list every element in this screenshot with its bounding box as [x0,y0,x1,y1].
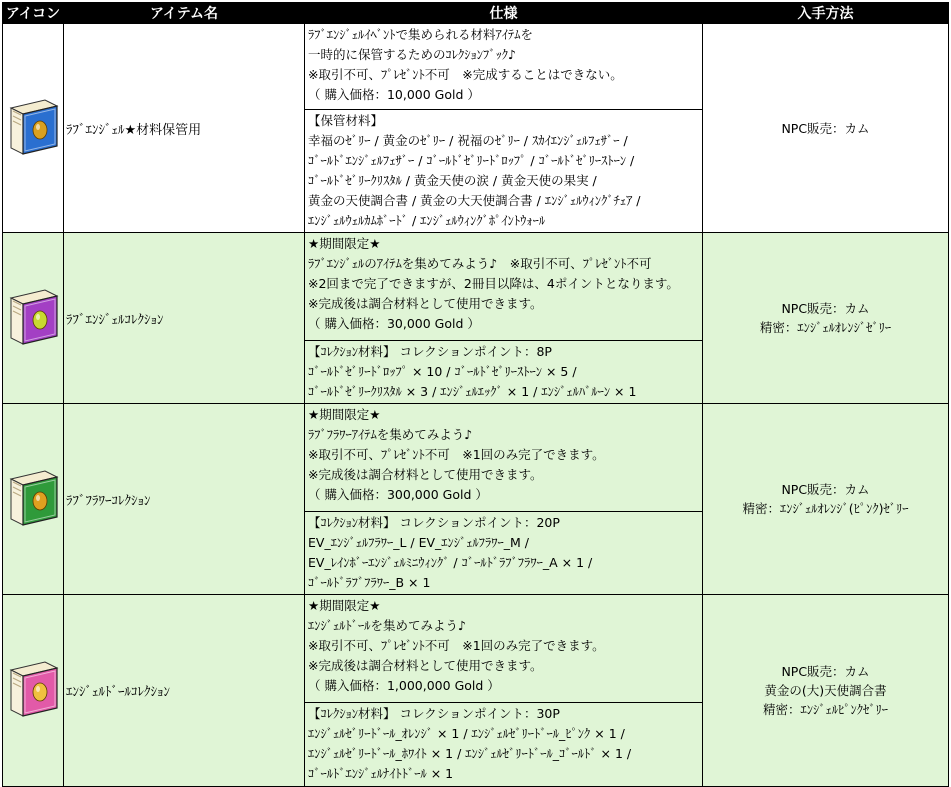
acquire-method-line: 精密：ｴﾝｼﾞｪﾙｵﾚﾝｼﾞ(ﾋﾟﾝｸ)ｾﾞﾘｰ [742,501,909,516]
acquire-method-cell [703,233,949,404]
material-line: 【ｺﾚｸｼｮﾝ材料】 コレクションポイント：8P [308,344,552,359]
acquire-method-line: 精密：ｴﾝｼﾞｪﾙﾋﾟﾝｸｾﾞﾘｰ [762,702,888,717]
material-line: ｺﾞｰﾙﾄﾞｴﾝｼﾞｪﾙﾅｲﾄﾄﾞｰﾙ × 1 [308,766,454,781]
spec-materials [305,511,702,594]
material-line: 黄金の天使調合書 / 黄金の大天使調合書 / ｴﾝｼﾞｪﾙｳｨﾝｸﾞﾁｪｱ / [308,193,641,208]
spec-line: ★期間限定★ [308,407,381,422]
item-spec-cell [305,595,703,787]
spec-line: ※完成後は調合材料として使用できます。 [308,658,543,673]
item-name: ｴﾝｼﾞｪﾙﾄﾞｰﾙｺﾚｸｼｮﾝ [64,595,305,787]
spec-line: ★期間限定★ [308,236,381,251]
item-name: ﾗﾌﾞﾌﾗﾜｰｺﾚｸｼｮﾝ [64,404,305,595]
item-table [2,2,949,787]
table-row [3,24,949,233]
header-item-name: アイテム名 [64,3,305,24]
table-header-row [3,3,949,24]
spec-line: ﾗﾌﾞﾌﾗﾜｰｱｲﾃﾑを集めてみよう♪ [308,427,473,442]
spec-line: ※完成後は調合材料として使用できます。 [308,296,543,311]
spec-materials [305,109,702,232]
spec-line: 一時的に保管するためのｺﾚｸｼｮﾝﾌﾞｯｸ♪ [308,47,516,62]
item-name: ﾗﾌﾞｴﾝｼﾞｪﾙｺﾚｸｼｮﾝ [64,233,305,404]
acquire-method-line: 精密：ｴﾝｼﾞｪﾙｵﾚﾝｼﾞｾﾞﾘｰ [759,320,892,335]
spec-description [305,233,702,340]
spec-line: ※取引不可、ﾌﾟﾚｾﾞﾝﾄ不可 ※1回のみ完了できます。 [308,447,605,462]
green-book-icon [5,469,61,530]
material-line: 幸福のｾﾞﾘｰ / 黄金のｾﾞﾘｰ / 祝福のｾﾞﾘｰ / ｽｶｲｴﾝｼﾞｪﾙﾌｪｻﾞｰ / [308,133,628,148]
spec-line: （ 購入価格：1,000,000 Gold ） [308,678,500,693]
item-name: ﾗﾌﾞｴﾝｼﾞｪﾙ★材料保管用 [64,24,305,233]
acquire-method-line: NPC販売：カム [781,664,870,679]
spec-line: ﾗﾌﾞｴﾝｼﾞｪﾙのｱｲﾃﾑを集めてみよう♪ ※取引不可、ﾌﾟﾚｾﾞﾝﾄ不可 [308,256,652,271]
spec-line: ※取引不可、ﾌﾟﾚｾﾞﾝﾄ不可 ※1回のみ完了できます。 [308,638,605,653]
table-row [3,404,949,595]
material-line: ｴﾝｼﾞｪﾙｾﾞﾘｰﾄﾞｰﾙ_ｵﾚﾝｼﾞ × 1 / ｴﾝｼﾞｪﾙｾﾞﾘｰﾄﾞｰﾙ_ﾋﾟﾝｸ × 1 / [308,726,625,741]
item-spec-cell [305,233,703,404]
spec-line: ﾗﾌﾞｴﾝｼﾞｪﾙｲﾍﾞﾝﾄで集められる材料ｱｲﾃﾑを [308,27,534,42]
spec-line: ｴﾝｼﾞｪﾙﾄﾞｰﾙを集めてみよう♪ [308,618,466,633]
item-icon-cell [3,24,64,233]
header-acquire: 入手方法 [703,3,949,24]
material-line: ｺﾞｰﾙﾄﾞｾﾞﾘｰｸﾘｽﾀﾙ / 黄金天使の涙 / 黄金天使の果実 / [308,173,597,188]
spec-materials [305,340,702,403]
material-line: ｺﾞｰﾙﾄﾞｾﾞﾘｰｸﾘｽﾀﾙ × 3 / ｴﾝｼﾞｪﾙｴｯｸﾞ × 1 / ｴﾝｼﾞｪﾙﾊﾞﾙｰﾝ × 1 [308,384,637,399]
purple-book-icon [5,288,61,349]
material-line: EV_ﾚｲﾝﾎﾞｰｴﾝｼﾞｪﾙﾐﾆｳｨﾝｸﾞ / ｺﾞｰﾙﾄﾞﾗﾌﾞﾌﾗﾜｰ_A × 1 / [308,555,593,570]
material-line: 【ｺﾚｸｼｮﾝ材料】 コレクションポイント：20P [308,515,560,530]
material-line: ｴﾝｼﾞｪﾙｾﾞﾘｰﾄﾞｰﾙ_ﾎﾜｲﾄ × 1 / ｴﾝｼﾞｪﾙｾﾞﾘｰﾄﾞｰﾙ_ｺﾞｰﾙﾄﾞ × 1 / [308,746,632,761]
item-icon-cell [3,233,64,404]
spec-line: ※完成後は調合材料として使用できます。 [308,467,543,482]
header-spec: 仕様 [305,3,703,24]
spec-description [305,24,702,109]
spec-line: （ 購入価格：300,000 Gold ） [308,487,488,502]
table-row [3,595,949,787]
spec-materials [305,702,702,785]
spec-line: ★期間限定★ [308,598,381,613]
material-line: 【ｺﾚｸｼｮﾝ材料】 コレクションポイント：30P [308,706,560,721]
spec-line: （ 購入価格：30,000 Gold ） [308,316,480,331]
blue-book-icon [5,98,61,159]
spec-description [305,595,702,702]
acquire-method-cell [703,24,949,233]
acquire-method-line: NPC販売：カム [781,120,870,136]
spec-line: ※2回まで完了できますが、2冊目以降は、4ポイントとなります。 [308,276,679,291]
acquire-method-line: NPC販売：カム [781,301,870,316]
material-line: 【保管材料】 [308,113,384,128]
item-icon-cell [3,404,64,595]
header-icon: アイコン [3,3,64,24]
spec-description [305,404,702,511]
table-row [3,233,949,404]
material-line: ｺﾞｰﾙﾄﾞｴﾝｼﾞｪﾙﾌｪｻﾞｰ / ｺﾞｰﾙﾄﾞｾﾞﾘｰﾄﾞﾛｯﾌﾟ / ｺﾞｰﾙﾄﾞｾﾞﾘｰｽﾄｰﾝ / [308,153,635,168]
spec-line: （ 購入価格：10,000 Gold ） [308,87,480,102]
item-icon-cell [3,595,64,787]
acquire-method-cell [703,404,949,595]
item-spec-cell [305,404,703,595]
item-spec-cell [305,24,703,233]
acquire-method-cell [703,595,949,787]
spec-line: ※取引不可、ﾌﾟﾚｾﾞﾝﾄ不可 ※完成することはできない。 [308,67,623,82]
material-line: ｺﾞｰﾙﾄﾞｾﾞﾘｰﾄﾞﾛｯﾌﾟ × 10 / ｺﾞｰﾙﾄﾞｾﾞﾘｰｽﾄｰﾝ × 5 / [308,364,577,379]
material-line: ｺﾞｰﾙﾄﾞﾗﾌﾞﾌﾗﾜｰ_B × 1 [308,575,431,590]
pink-book-icon [5,660,61,721]
material-line: ｴﾝｼﾞｪﾙｳｪﾙｶﾑﾎﾞｰﾄﾞ / ｴﾝｼﾞｪﾙｳｨﾝｸﾞﾎﾟｲﾝﾄｳｫｰﾙ [308,213,546,228]
acquire-method-line: 黄金の(大)天使調合書 [764,683,887,698]
material-line: EV_ｴﾝｼﾞｪﾙﾌﾗﾜｰ_L / EV_ｴﾝｼﾞｪﾙﾌﾗﾜｰ_M / [308,535,529,550]
acquire-method-line: NPC販売：カム [781,482,870,497]
